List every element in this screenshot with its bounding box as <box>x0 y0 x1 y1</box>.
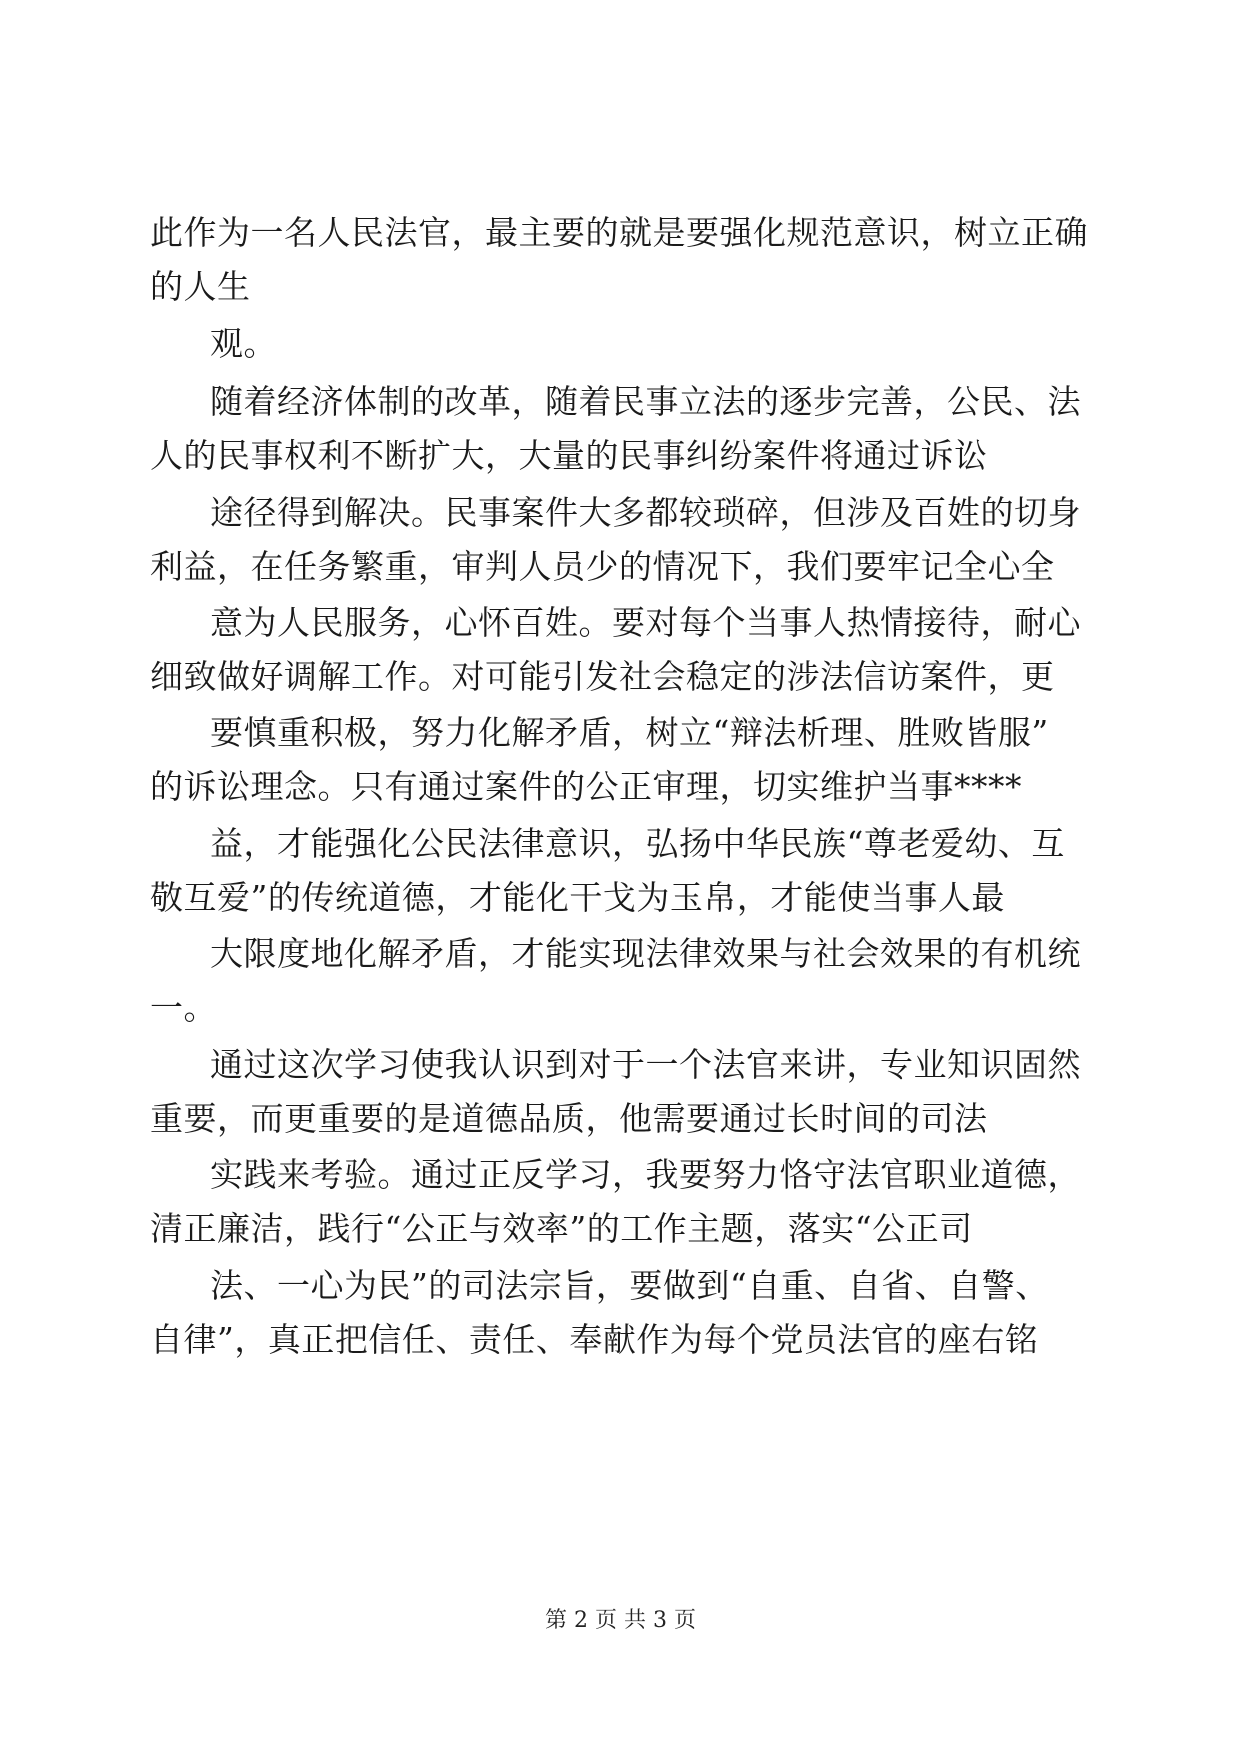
text-line: 大限度地化解矛盾，才能实现法律效果与社会效果的有机统 <box>210 934 1081 973</box>
text-line: 此作为一名人民法官，最主要的就是要强化规范意识，树立正确 <box>150 213 1088 252</box>
text-line: 一。 <box>150 988 217 1027</box>
text-line: 人的民事权利不断扩大，大量的民事纠纷案件将通过诉讼 <box>150 436 988 475</box>
page-number-footer: 第 2 页 共 3 页 <box>545 1608 696 1633</box>
text-line: 法、一心为民”的司法宗旨，要做到“自重、自省、自警、 <box>210 1266 1049 1305</box>
text-line: 通过这次学习使我认识到对于一个法官来讲，专业知识固然 <box>210 1045 1081 1084</box>
text-line: 要慎重积极，努力化解矛盾，树立“辩法析理、胜败皆服” <box>210 713 1049 752</box>
text-line: 随着经济体制的改革，随着民事立法的逐步完善，公民、法 <box>210 382 1081 421</box>
text-line: 途径得到解决。民事案件大多都较琐碎，但涉及百姓的切身 <box>210 493 1081 532</box>
text-line: 益，才能强化公民法律意识，弘扬中华民族“尊老爱幼、互 <box>210 824 1065 863</box>
text-line: 敬互爱”的传统道德，才能化干戈为玉帛，才能使当事人最 <box>150 878 1005 917</box>
text-line: 自律”，真正把信任、责任、奉献作为每个党员法官的座右铭 <box>150 1320 1039 1359</box>
text-line: 的人生 <box>150 267 251 306</box>
text-line: 意为人民服务，心怀百姓。要对每个当事人热情接待，耐心 <box>210 603 1081 642</box>
text-line: 清正廉洁，践行“公正与效率”的工作主题，落实“公正司 <box>150 1209 973 1248</box>
text-line: 利益，在任务繁重，审判人员少的情况下，我们要牢记全心全 <box>150 547 1055 586</box>
text-line: 实践来考验。通过正反学习，我要努力恪守法官职业道德， <box>210 1155 1081 1194</box>
text-line: 重要，而更重要的是道德品质，他需要通过长时间的司法 <box>150 1099 988 1138</box>
text-line: 的诉讼理念。只有通过案件的公正审理，切实维护当事**** <box>150 767 1022 806</box>
text-line: 细致做好调解工作。对可能引发社会稳定的涉法信访案件，更 <box>150 657 1055 696</box>
text-line: 观。 <box>210 324 277 363</box>
